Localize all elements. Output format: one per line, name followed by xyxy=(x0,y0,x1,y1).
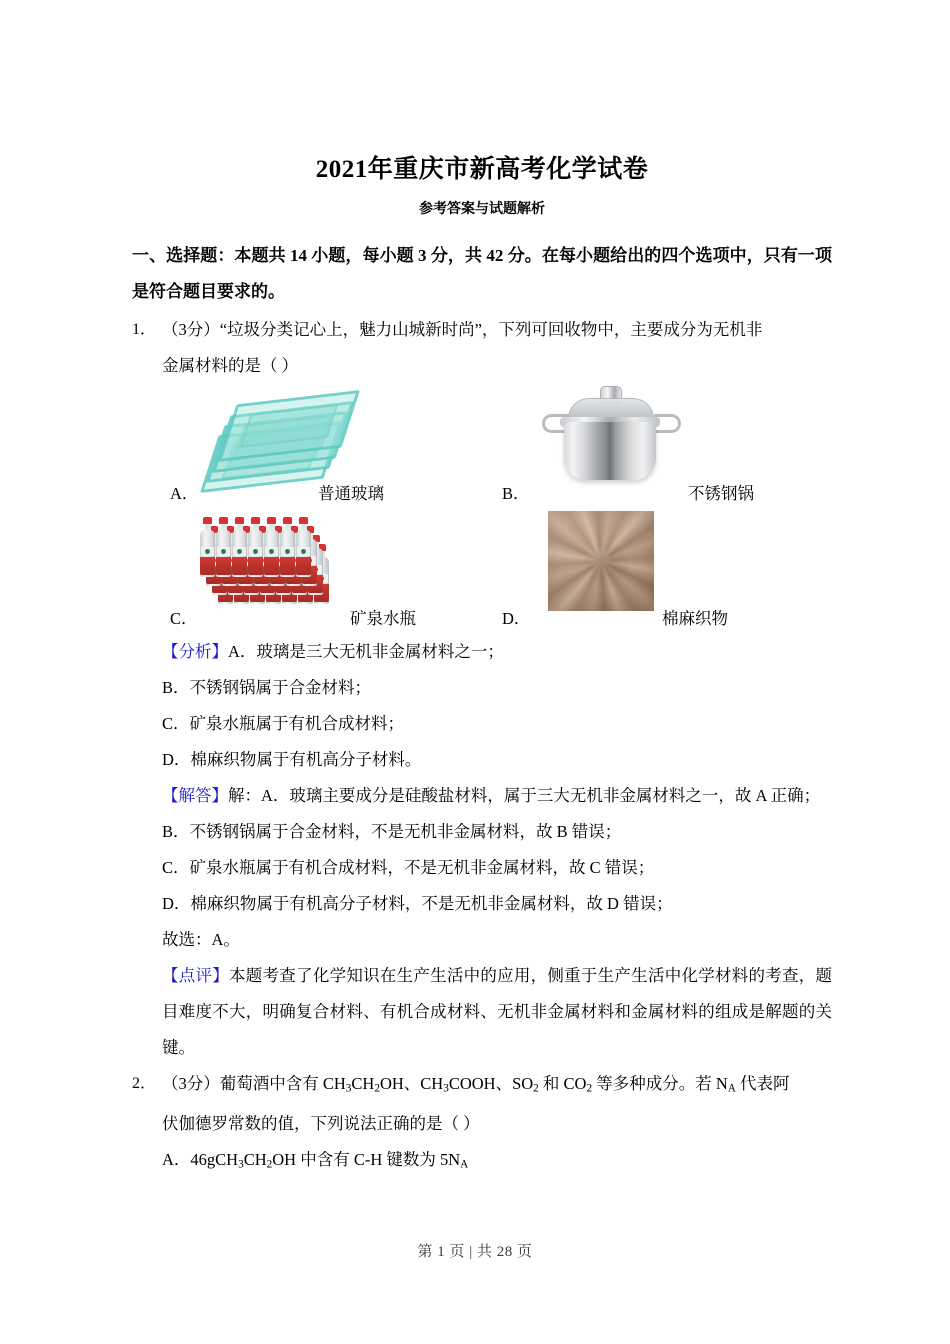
water-bottle xyxy=(248,517,263,577)
analysis-text-1: A．玻璃是三大无机非金属材料之一； xyxy=(228,642,504,661)
option-a-label: 普通玻璃 xyxy=(318,484,384,503)
stainless-steel-pot-icon xyxy=(530,384,690,488)
question-2-stem-line-1: （3分）葡萄酒中含有 $CH_3CH_2OH$、$CH_3COOH$、$SO_2$ 和 $CO_2$ 等多种成分。若 $N_A$ 代表阿 xyxy=(162,1074,790,1095)
question-2-number: 2． xyxy=(132,1075,157,1092)
question-2-stem-line-2: 伏伽德罗常数的值，下列说法正确的是（ ） xyxy=(162,1114,480,1134)
water-bottle xyxy=(280,517,295,577)
question-1-answer-line-2: B．不锈钢锅属于合金材料，不是无机非金属材料，故 B 错误； xyxy=(162,822,622,841)
question-2 xyxy=(132,1066,832,1183)
option-b[interactable] xyxy=(502,384,842,509)
water-bottle xyxy=(200,517,215,577)
option-b-label: 不锈钢锅 xyxy=(688,484,754,503)
question-1-number: 1． xyxy=(132,321,157,338)
question-1-analysis-line-3: C．矿泉水瓶属于有机合成材料； xyxy=(162,714,405,733)
option-a[interactable] xyxy=(170,384,490,509)
page-title: 2021年重庆市新高考化学试卷 xyxy=(315,156,649,183)
option-c[interactable] xyxy=(170,509,490,634)
stacked-glass-panes-icon xyxy=(210,388,340,486)
page-subtitle: 参考答案与试题解析 xyxy=(419,202,545,217)
option-d-letter: D． xyxy=(502,609,531,628)
question-1-answer-line-4: D．棉麻织物属于有机高分子材料，不是无机非金属材料，故 D 错误； xyxy=(162,894,673,913)
section-heading: 一、选择题：本题共 14 小题，每小题 3 分，共 42 分。在每小题给出的四个选项中，只有一项是符合题目要求的。 xyxy=(132,246,832,301)
question-1-analysis-line-2: B．不锈钢锅属于合金材料； xyxy=(162,678,372,697)
comment-text: 本题考查了化学知识在生产生活中的应用，侧重于生产生活中化学材料的考查，题目难度不大，明确复合材料、有机合成材料、无机非金属材料和金属材料的组成是解题的关键。 xyxy=(162,966,833,1057)
water-bottle xyxy=(296,517,311,577)
question-1-answer-line-1 xyxy=(162,778,832,814)
page-footer: 第 1 页 | 共 28 页 xyxy=(417,1244,533,1260)
option-c-letter: C． xyxy=(170,609,198,628)
question-1 xyxy=(132,312,832,1066)
question-1-options-row-2 xyxy=(162,509,832,634)
water-bottle xyxy=(216,517,231,577)
water-bottle xyxy=(264,517,279,577)
question-1-analysis-line-4: D．棉麻织物属于有机高分子材料。 xyxy=(162,750,422,769)
answer-tag: 【解答】 xyxy=(162,786,228,805)
answer-text-1: 解：A．玻璃主要成分是硅酸盐材料，属于三大无机非金属材料之一，故 A 正确； xyxy=(228,786,821,805)
question-1-stem-line-1: （3分）“垃圾分类记心上，魅力山城新时尚”，下列可回收物中，主要成分为无机非 xyxy=(162,320,763,339)
analysis-tag: 【分析】 xyxy=(162,642,228,661)
mineral-water-bottles-icon xyxy=(200,511,350,611)
question-1-options-row-1 xyxy=(162,384,832,509)
option-d[interactable] xyxy=(502,509,842,634)
question-2-option-a[interactable]: A．$46gCH_3CH_2OH$ 中含有 C‑H 键数为 $5N_A$ xyxy=(162,1150,469,1171)
question-1-analysis-line-1 xyxy=(162,634,832,670)
cotton-linen-fabric-icon xyxy=(548,511,654,611)
question-1-stem-line-2: 金属材料的是（ ） xyxy=(162,356,299,375)
water-bottle xyxy=(232,517,247,577)
option-a-letter: A． xyxy=(170,484,199,503)
option-c-label: 矿泉水瓶 xyxy=(350,609,416,628)
question-1-answer-line-5: 故选：A。 xyxy=(162,930,240,949)
question-1-answer-line-3: C．矿泉水瓶属于有机合成材料，不是无机非金属材料，故 C 错误； xyxy=(162,858,655,877)
question-1-comment xyxy=(162,958,832,1066)
comment-tag: 【点评】 xyxy=(162,966,230,985)
option-d-label: 棉麻织物 xyxy=(662,609,728,628)
option-b-letter: B． xyxy=(502,484,530,503)
